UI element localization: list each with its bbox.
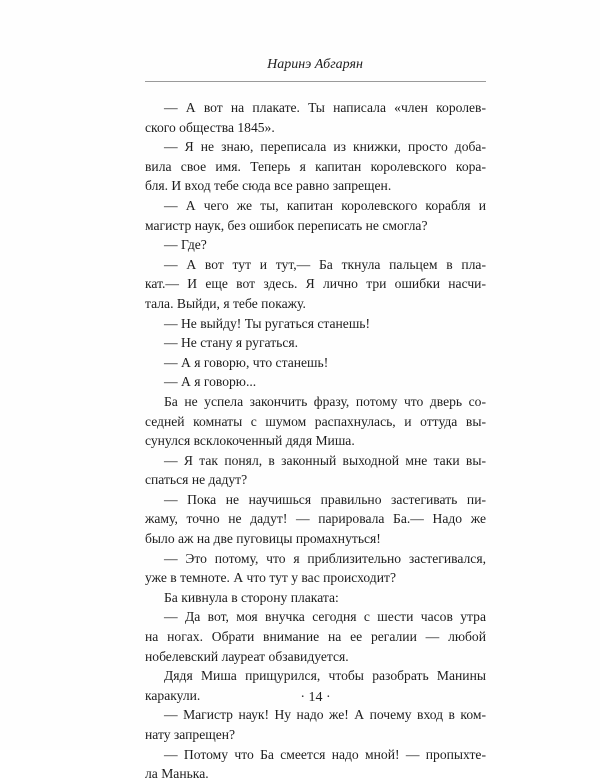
text-line: нату запрещен? xyxy=(145,727,236,742)
text-line: ского общества 1845». xyxy=(145,119,275,135)
text-line: кат.— И еще вот здесь. Я лично три ошибки насчи- xyxy=(145,276,486,292)
text-line: жаму, точно не дадут! — парировала Ба.— Надо же xyxy=(145,511,486,527)
paragraph xyxy=(145,549,486,588)
paragraph xyxy=(145,235,486,255)
text-line: — Это потому, что я приблизительно застегивался, xyxy=(164,550,486,566)
header-rule xyxy=(145,81,486,82)
paragraph xyxy=(145,607,486,666)
text-line: — Потому что Ба смеется надо мной! — пропыхте- xyxy=(164,746,486,762)
text-line: вила свое имя. Теперь я капитан королевского кора- xyxy=(145,158,486,174)
text-line: — А вот на плакате. Ты написала «член королев- xyxy=(164,100,486,115)
paragraph xyxy=(145,333,486,353)
text-line: — А я говорю, что станешь! xyxy=(164,354,329,370)
paragraph xyxy=(145,196,486,235)
paragraph xyxy=(145,705,486,744)
text-line: — А чего же ты, капитан королевского корабля и xyxy=(164,197,486,213)
body-text xyxy=(145,98,486,784)
text-line: — А я говорю... xyxy=(164,374,257,390)
text-line: — Не стану я ругаться. xyxy=(164,335,299,351)
paragraph xyxy=(145,314,486,334)
text-line: — А вот тут и тут,— Ба ткнула пальцем в пла- xyxy=(164,256,486,272)
text-line: Ба кивнула в сторону плаката: xyxy=(164,589,339,605)
text-line: — Да вот, моя внучка сегодня с шести часов утра xyxy=(164,609,486,625)
paragraph xyxy=(145,392,486,451)
text-line: — Где? xyxy=(164,237,207,253)
text-line: — Пока не научишься правильно застегивать пи- xyxy=(164,491,486,507)
text-line: — Не выйду! Ты ругаться станешь! xyxy=(164,315,371,331)
text-line: — Я не знаю, переписала из книжки, просто доба- xyxy=(164,139,486,155)
text-line: магистр наук, без ошибок переписать не смогла? xyxy=(145,217,428,233)
text-line: ла Манька. xyxy=(145,766,209,782)
running-head-author: Наринэ Абгарян xyxy=(267,57,363,72)
paragraph xyxy=(145,490,486,549)
text-line: седней комнаты с шумом распахнулась, и оттуда вы- xyxy=(145,413,486,429)
text-line: каракули. xyxy=(145,687,201,703)
paragraph xyxy=(145,451,486,490)
text-line: Дядя Миша прищурился, чтобы разобрать Манины xyxy=(164,668,486,684)
paragraph xyxy=(145,98,486,137)
paragraph xyxy=(145,372,486,392)
paragraph xyxy=(145,745,486,784)
paragraph xyxy=(145,588,486,608)
paragraph xyxy=(145,137,486,196)
text-line: уже в темноте. А что тут у вас происходит? xyxy=(145,570,396,586)
page-number: · 14 · xyxy=(300,690,331,705)
text-line: — Магистр наук! Ну надо же! А почему вход в ком- xyxy=(164,707,486,723)
text-line: тала. Выйди, я тебе покажу. xyxy=(145,295,306,311)
text-line: нобелевский лауреат обзавидуется. xyxy=(145,648,349,664)
paragraph xyxy=(145,353,486,373)
text-line: сунулся всклокоченный дядя Миша. xyxy=(145,433,355,449)
text-line: бля. И вход тебе сюда все равно запрещен. xyxy=(145,178,392,194)
text-line: спаться не дадут? xyxy=(145,472,248,488)
paragraph xyxy=(145,255,486,314)
text-line: на ногах. Обрати внимание на ее регалии — любой xyxy=(145,629,486,645)
text-line: было аж на две пуговицы промахнуться! xyxy=(145,531,381,547)
text-line: — Я так понял, в законный выходной мне таки вы- xyxy=(164,452,486,468)
text-line: Ба не успела закончить фразу, потому что дверь со- xyxy=(164,393,486,409)
